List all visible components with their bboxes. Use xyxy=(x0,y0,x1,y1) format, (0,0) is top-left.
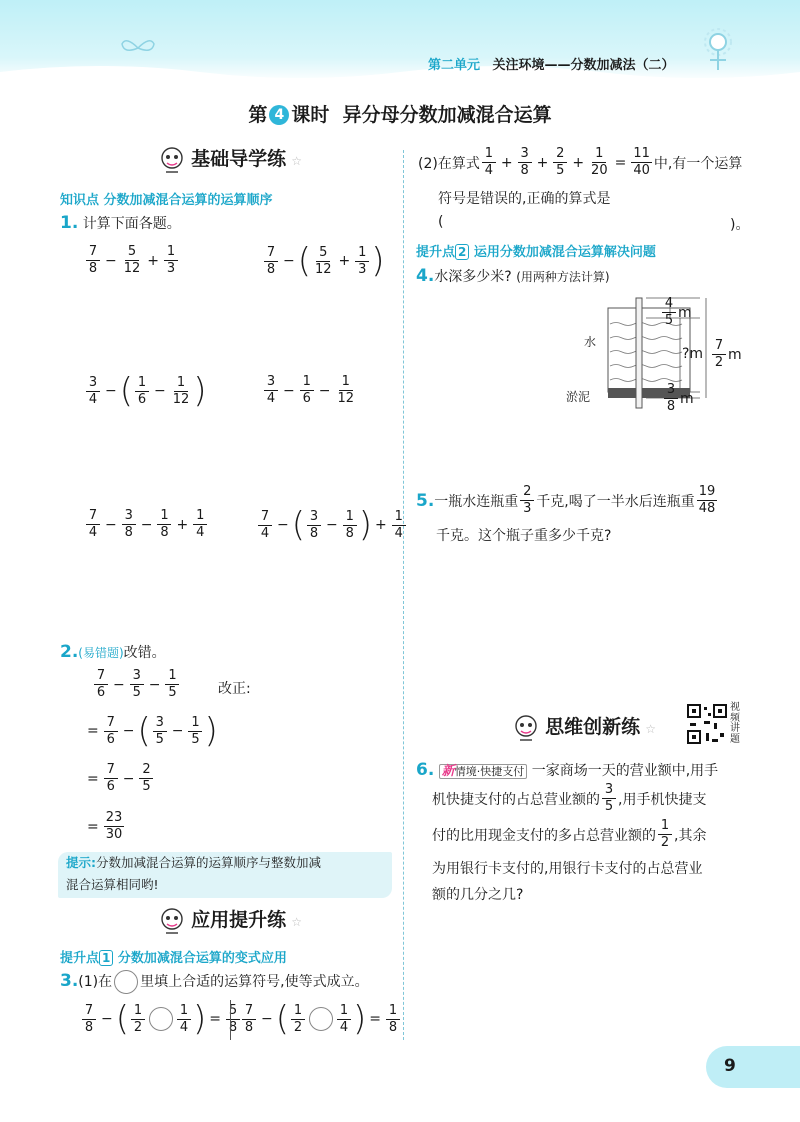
lesson-suffix: 课时 xyxy=(291,104,330,126)
question-number: 4. xyxy=(416,266,435,286)
page-number: 9 xyxy=(724,1056,736,1076)
answer-circle[interactable] xyxy=(114,970,138,994)
q6-line3-a: 付的比用现金支付的多占总营业额的 xyxy=(432,827,656,844)
q3-2-answer-open: ( xyxy=(438,214,444,230)
question-text: 水深多少米? xyxy=(434,269,512,285)
question-6-line1 xyxy=(416,760,718,780)
q5-text-c: 千克。这个瓶子重多少千克? xyxy=(436,528,612,544)
q2-line-2: = $\frac{7}{6}$ − ( $\frac{3}{5}$ − $\frac{1}{5}$ ) xyxy=(87,711,218,751)
kp-text: 分数加减混合运算的变式应用 xyxy=(117,951,287,966)
lesson-title: 异分母分数加减混合运算 xyxy=(342,104,552,126)
q6-line2-a: 机快捷支付的占总营业额的 xyxy=(432,791,600,808)
flower-mascot-icon xyxy=(698,26,738,74)
section-title: 基础导学练 xyxy=(191,148,287,170)
new-mark: 新 xyxy=(441,764,455,779)
mascot-icon xyxy=(158,907,186,937)
unit-m: m xyxy=(680,390,694,407)
q6-line4: 为用银行卡支付的,用银行卡支付的占总营业 xyxy=(432,861,703,877)
butterfly-icon xyxy=(118,34,158,60)
unit-topic: 关注环境——分数加减法（二） xyxy=(492,58,675,73)
fix-label: 改正: xyxy=(218,681,251,697)
lesson-number-badge: 4 xyxy=(269,105,289,125)
question-2 xyxy=(60,642,166,662)
question-note: (用两种方法计算) xyxy=(516,270,610,284)
section-thinking xyxy=(512,712,656,744)
header-banner xyxy=(0,0,800,82)
q3-separator xyxy=(230,1000,231,1040)
mud-label: 淤泥 xyxy=(566,390,591,404)
question-number: 2. xyxy=(60,642,79,662)
hint-label: 提示: xyxy=(66,855,96,870)
kp-prefix: 提升点 xyxy=(416,245,456,260)
unit-tag xyxy=(428,54,675,73)
question-5-line1: 5. 一瓶水连瓶重 $\frac{2}{3}$ 千克,喝了一半水后连瓶重 $\frac{19}{48}$ xyxy=(416,484,716,516)
unit-m: m xyxy=(728,346,742,363)
q1-expr-d: $\frac{3}{4}$ − $\frac{1}{6}$ − $\frac{1}{12}$ xyxy=(262,374,358,407)
question-6-line2: 机快捷支付的占总营业额的 $\frac{3}{5}$ ,用手机快捷支 xyxy=(432,782,707,814)
answer-circle[interactable] xyxy=(309,1007,333,1031)
section-title: 思维创新练 xyxy=(545,716,641,738)
question-4 xyxy=(416,266,610,286)
error-prone-tag: (易错题) xyxy=(78,646,124,660)
lesson-prefix: 第 xyxy=(248,104,268,126)
q6-line2-b: ,用手机快捷支 xyxy=(618,791,707,808)
q2-line-4: = $\frac{23}{30}$ xyxy=(87,810,123,842)
q2-line-3: = $\frac{7}{6}$ − $\frac{2}{5}$ xyxy=(84,762,155,795)
knowledge-point: 知识点 分数加减混合运算的运算顺序 xyxy=(60,193,273,208)
total-depth-label: $\frac{7}{2}$ m xyxy=(710,338,742,371)
q3-2-text-a: (2)在算式 xyxy=(418,155,480,172)
measuring-pole xyxy=(636,298,642,408)
depth-above-label: $\frac{4}{5}$ m xyxy=(660,296,692,329)
question-text: 计算下面各题。 xyxy=(82,216,181,232)
unit-m: m xyxy=(678,304,692,321)
q6-line5: 额的几分之几? xyxy=(432,887,524,903)
water-label: 水 xyxy=(584,335,597,349)
q3-part2-line1: (2)在算式 $\frac{1}{4}$ + $\frac{3}{8}$ + $\frac{2}{5}$ + $\frac{1}{20}$ = $\frac{11}{40}$ 中,有一个运算 xyxy=(418,146,743,178)
section-basic xyxy=(158,144,302,176)
wave-decoration xyxy=(0,60,800,82)
q3-expr-b: $\frac{7}{8}$ − ( $\frac{1}{2}$ $\frac{1}{4}$ ) = $\frac{1}{8}$ xyxy=(240,1002,402,1036)
kp-text: 运用分数加减混合运算解决问题 xyxy=(473,245,656,260)
kp-number: 2 xyxy=(455,244,469,260)
question-6-line3: 付的比用现金支付的多占总营业额的 $\frac{1}{2}$ ,其余 xyxy=(432,818,707,850)
improve-point-2 xyxy=(416,241,656,260)
hint-line-1: 分数加减混合运算的运算顺序与整数加减 xyxy=(96,855,322,870)
scenario-tag xyxy=(439,764,528,779)
question-text-b: 里填上合适的运算符号,使等式成立。 xyxy=(140,974,369,990)
star-icon: ☆ xyxy=(291,915,302,929)
q5-text-a: 一瓶水连瓶重 xyxy=(434,493,519,510)
q2-line-1: $\frac{7}{6}$ − $\frac{3}{5}$ − $\frac{1}{5}$ xyxy=(92,668,181,701)
mud-depth-label: $\frac{3}{8}$ m xyxy=(662,382,694,415)
question-1 xyxy=(60,213,181,233)
star-icon: ☆ xyxy=(645,722,656,736)
q1-expr-c: $\frac{3}{4}$ − ( $\frac{1}{6}$ − $\frac{1}{12}$ ) xyxy=(84,374,207,408)
q6-line3-b: ,其余 xyxy=(674,827,707,844)
section-apply xyxy=(158,905,302,937)
hint-box xyxy=(58,852,392,898)
mascot-icon xyxy=(158,146,186,176)
unknown-depth-label: ?m xyxy=(682,346,704,362)
q1-expr-b: $\frac{7}{8}$ − ( $\frac{5}{12}$ + $\frac{1}{3}$ ) xyxy=(262,244,385,278)
question-number: 1. xyxy=(60,213,79,233)
hint-line-2: 混合运算相同哟! xyxy=(66,877,159,892)
question-number: 6. xyxy=(416,760,435,780)
column-divider xyxy=(403,150,404,1040)
scenario-tag-text: 情境·快捷支付 xyxy=(454,765,525,778)
star-icon: ☆ xyxy=(291,154,302,168)
q3-2-answer-close: )。 xyxy=(730,217,750,233)
q3-2-line2: 符号是错误的,正确的算式是 xyxy=(438,191,611,207)
q1-expr-e: $\frac{7}{4}$ − $\frac{3}{8}$ − $\frac{1}{8}$ + $\frac{1}{4}$ xyxy=(84,508,209,541)
qr-code-icon[interactable] xyxy=(686,703,728,745)
unit-label: 第二单元 xyxy=(428,58,481,73)
question-number: 3. xyxy=(60,971,79,991)
question-text: 改错。 xyxy=(123,645,166,661)
q1-expr-f: $\frac{7}{4}$ − ( $\frac{3}{8}$ − $\frac{1}{8}$ ) + $\frac{1}{4}$ xyxy=(256,508,408,542)
page-number-tab xyxy=(706,1046,800,1088)
kp-prefix: 提升点 xyxy=(60,951,100,966)
q3-expr-a: $\frac{7}{8}$ − ( $\frac{1}{2}$ $\frac{1}{4}$ ) = $\frac{5}{8}$ xyxy=(80,1002,242,1036)
question-3 xyxy=(60,970,369,994)
q3-2-text-b: 中,有一个运算 xyxy=(653,155,743,172)
mascot-icon xyxy=(512,714,540,744)
section-title: 应用提升练 xyxy=(191,909,287,931)
question-number: 5. xyxy=(416,490,435,511)
page-title xyxy=(0,100,800,127)
kp-number: 1 xyxy=(99,950,113,966)
improve-point-1 xyxy=(60,947,287,966)
q6-line1: 一家商场一天的营业额中,用手 xyxy=(531,763,719,779)
answer-circle[interactable] xyxy=(149,1007,173,1031)
qr-label: 视频讲题 xyxy=(730,702,740,745)
q5-text-b: 千克,喝了一半水后连瓶重 xyxy=(536,493,695,510)
question-text-a: (1)在 xyxy=(78,974,113,990)
q1-expr-a: $\frac{7}{8}$ − $\frac{5}{12}$ + $\frac{1}{3}$ xyxy=(84,244,180,277)
